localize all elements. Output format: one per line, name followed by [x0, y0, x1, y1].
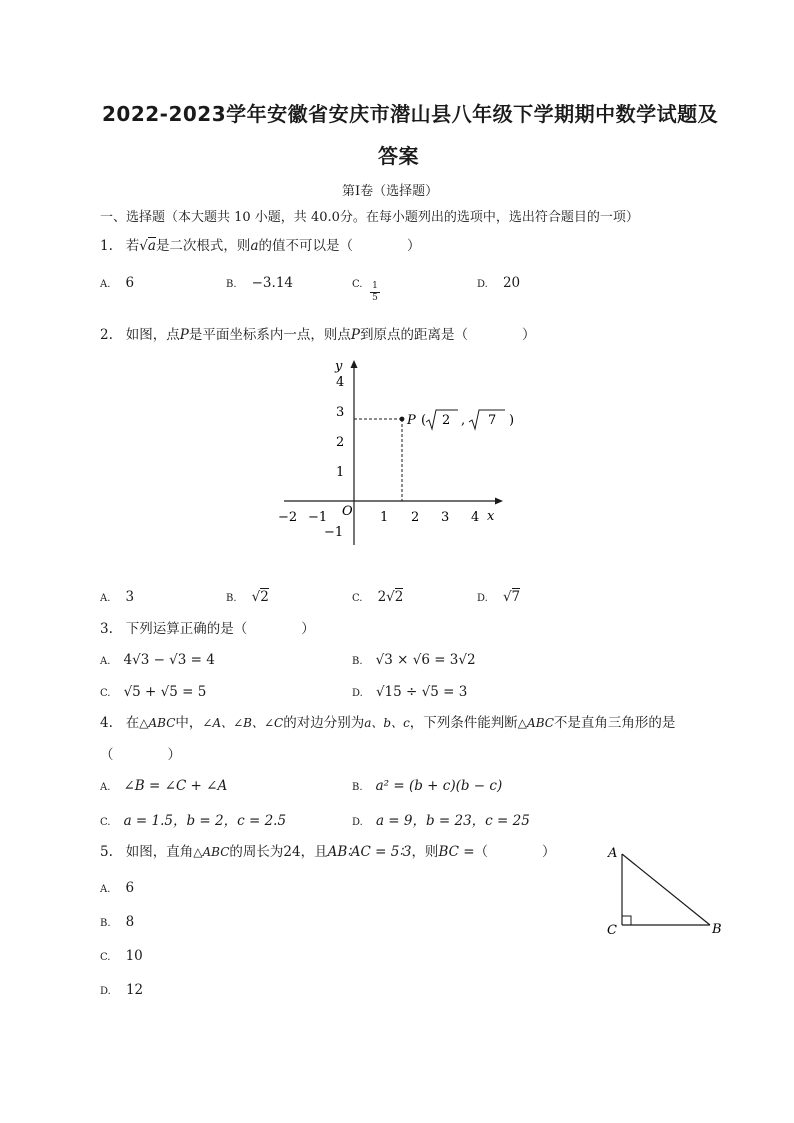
option-label: A. — [100, 593, 111, 604]
point-p-x-radicand: 2 — [442, 413, 451, 428]
question-3-option-d[interactable]: D. √15 ÷ √5 = 3 — [352, 684, 468, 700]
point-p-label: P — [407, 413, 416, 428]
question-number: 4. — [100, 715, 113, 731]
question-3-option-a[interactable]: A. 4√3 − √3 = 4 — [100, 652, 215, 668]
question-4-option-a[interactable]: A. ∠B = ∠C + ∠A — [100, 778, 228, 794]
question-4-option-b[interactable]: B. a² = (b + c)(b − c) — [352, 778, 503, 794]
question-5-option-d[interactable]: D. 12 — [100, 982, 144, 998]
fraction-one-fifth: 1 5 — [370, 281, 380, 304]
y-tick-label: 3 — [336, 405, 345, 420]
document-title-line1: 2022-2023学年安徽省安庆市潜山县八年级下学期期中数学试题及 — [102, 102, 719, 126]
x-tick-label: −2 — [278, 510, 298, 525]
coordinate-plane-figure — [270, 350, 520, 560]
y-tick-label: 1 — [336, 465, 345, 480]
option-label: A. — [100, 884, 111, 895]
y-axis-label: y — [335, 359, 343, 374]
triangle-side-ab — [622, 854, 710, 925]
question-1-stem: 1. 若√a是二次根式，则a的值不可以是（ ） — [100, 238, 421, 254]
option-label: D. — [477, 279, 488, 290]
x-axis-arrow — [495, 498, 503, 505]
x-tick-label: 4 — [471, 510, 480, 525]
option-label: A. — [100, 279, 111, 290]
x-tick-label: 2 — [411, 510, 420, 525]
question-4-stem: 4. 在△ABC中，∠A、∠B、∠C的对边分别为a、b、c，下列条件能判断△ABC不是直角三角形的是 — [100, 715, 676, 731]
y-axis-arrow — [351, 360, 358, 368]
option-label: C. — [100, 817, 111, 828]
point-p-paren-close: ) — [509, 413, 515, 428]
point-p-comma: , — [461, 413, 466, 428]
option-label: D. — [477, 593, 488, 604]
option-label: C. — [352, 279, 363, 290]
question-5-option-b[interactable]: B. 8 — [100, 914, 135, 930]
question-3-stem: 3. 下列运算正确的是（ ） — [100, 621, 315, 637]
x-tick-label: 3 — [441, 510, 450, 525]
vertex-a-label: A — [608, 846, 618, 861]
question-2-stem: 2. 如图，点P是平面坐标系内一点，则点P到原点的距离是（ ） — [100, 327, 536, 343]
question-5-stem: 5. 如图，直角△ABC的周长为24，且AB∶AC = 5∶3，则BC =（ ） — [100, 844, 556, 860]
question-2-option-a[interactable]: A. 3 — [100, 589, 135, 605]
option-label: D. — [100, 986, 111, 997]
question-5-option-c[interactable]: C. 10 — [100, 948, 143, 964]
question-number: 3. — [100, 621, 113, 637]
question-2-option-c[interactable]: C. 2√2 — [352, 589, 404, 605]
option-label: B. — [352, 656, 363, 667]
option-label: C. — [100, 688, 111, 699]
option-label: B. — [226, 279, 237, 290]
y-tick-label: 2 — [336, 435, 345, 450]
option-label: A. — [100, 656, 111, 667]
sqrt-expression: √a — [139, 238, 156, 254]
option-label: D. — [352, 688, 363, 699]
y-tick-label: −1 — [324, 525, 344, 540]
question-number: 5. — [100, 844, 113, 860]
point-p-y-radicand: 7 — [488, 413, 497, 428]
question-4-answer-paren: （ ） — [100, 747, 181, 763]
question-5-option-a[interactable]: A. 6 — [100, 880, 135, 896]
question-1-option-a[interactable]: A. 6 — [100, 275, 135, 291]
sqrt-symbol — [469, 410, 505, 429]
section-header: 一、选择题（本大题共 10 小题，共 40.0分。在每小题列出的选项中，选出符合题目的一项） — [100, 210, 639, 225]
question-2-option-b[interactable]: B. √2 — [226, 589, 269, 605]
option-label: C. — [352, 593, 363, 604]
question-1-option-c[interactable] — [352, 272, 362, 291]
x-tick-label: 1 — [380, 510, 389, 525]
question-1-option-d[interactable]: D. 20 — [477, 275, 521, 291]
x-tick-label: −1 — [308, 510, 328, 525]
question-number: 1. — [100, 238, 113, 254]
document-title-line2: 答案 — [378, 144, 419, 168]
question-2-option-d[interactable]: D. √7 — [477, 589, 521, 605]
volume-heading: 第Ⅰ卷（选择题） — [342, 184, 439, 199]
option-label: A. — [100, 782, 111, 793]
question-3-option-c[interactable]: C. √5 + √5 = 5 — [100, 684, 207, 700]
question-4-option-d[interactable]: D. a = 9，b = 23，c = 25 — [352, 813, 530, 829]
vertex-b-label: B — [712, 922, 722, 937]
option-label: D. — [352, 817, 363, 828]
origin-label: O — [342, 504, 353, 519]
point-p-dot — [400, 417, 405, 422]
option-label: B. — [226, 593, 237, 604]
right-triangle-figure — [600, 840, 730, 945]
option-label: C. — [100, 952, 111, 963]
option-label: B. — [100, 918, 111, 929]
y-tick-label: 4 — [336, 375, 345, 390]
point-p-paren-open: ( — [421, 413, 427, 428]
x-axis-label: x — [487, 509, 495, 524]
question-3-option-b[interactable]: B. √3 × √6 = 3√2 — [352, 652, 476, 668]
right-angle-mark — [622, 916, 631, 925]
question-4-option-c[interactable]: C. a = 1.5，b = 2，c = 2.5 — [100, 813, 287, 829]
question-number: 2. — [100, 327, 113, 343]
option-label: B. — [352, 782, 363, 793]
question-1-option-b[interactable]: B. −3.14 — [226, 275, 293, 291]
vertex-c-label: C — [607, 923, 617, 938]
